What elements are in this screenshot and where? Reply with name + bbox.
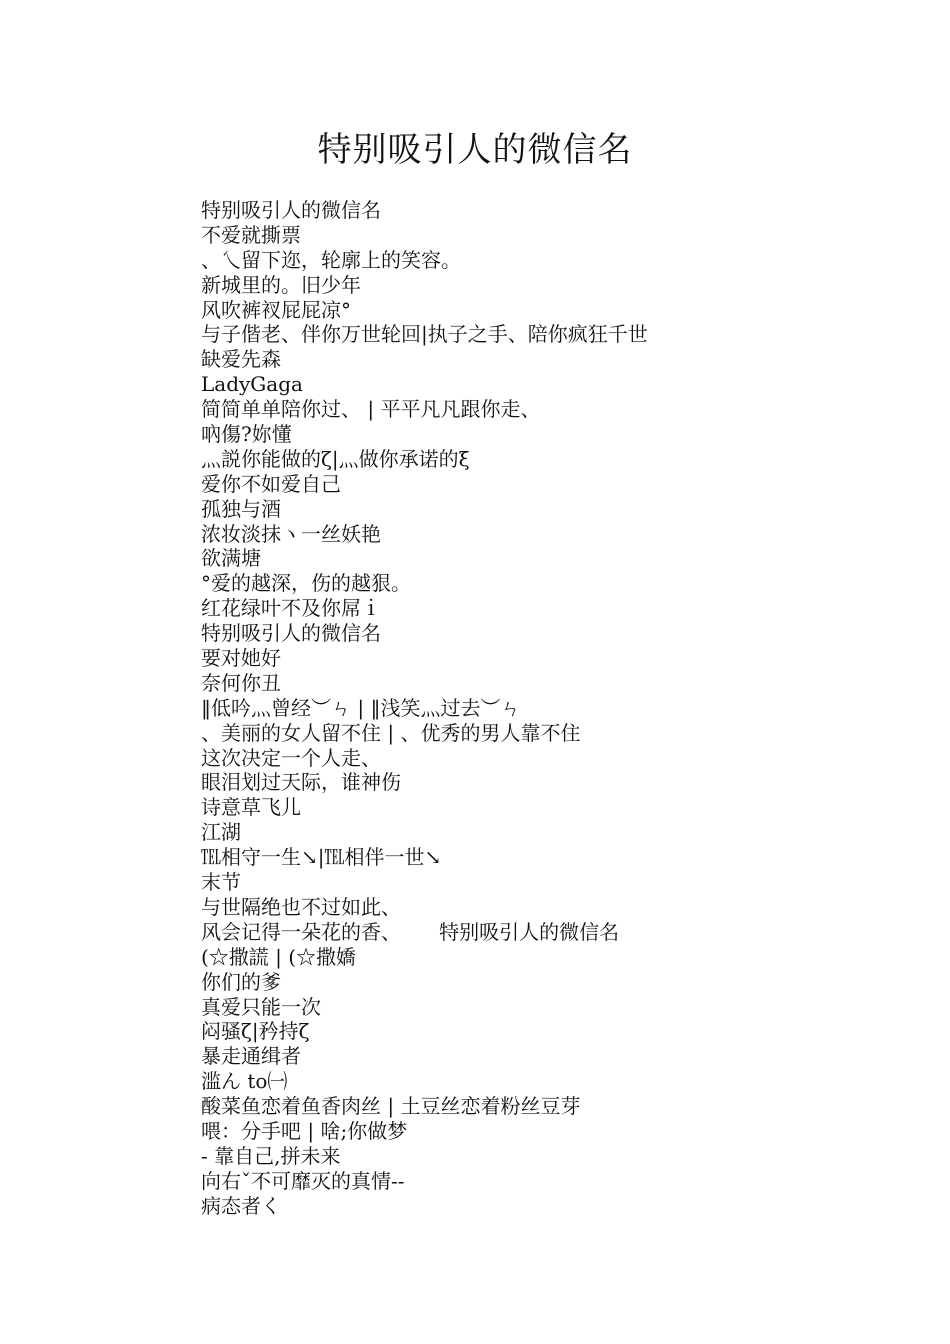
text-line: 不爱就撕票 (201, 222, 301, 247)
text-line: 风会记得一朵花的香、 特别吸引人的微信名 (201, 919, 620, 944)
text-line: 与世隔绝也不过如此、 (201, 894, 401, 919)
text-line: LadyGaga (201, 372, 303, 397)
text-line: - 靠自己,拼未来 (201, 1143, 341, 1168)
text-line: 闷骚ζ|矜持ζ (201, 1019, 310, 1044)
text-line: 特别吸引人的微信名 (201, 198, 381, 222)
text-line: 简简单单陪你过、 | 平平凡凡跟你走、 (201, 397, 541, 422)
text-line: 与子偕老、伴你万世轮回|执子之手、陪你疯狂千世 (201, 322, 648, 347)
text-line: 喂：分手吧 | 啥;你做梦 (201, 1118, 408, 1143)
text-line: 灬説你能做的ζ|灬做你承诺的ξ (201, 446, 470, 471)
text-line: 暴走通缉者 (201, 1044, 301, 1069)
body-text (201, 198, 901, 1219)
text-line: 奈何你丑 (201, 670, 281, 695)
text-line: 向右ˇ不可靡灭的真情-- (201, 1168, 405, 1193)
text-line: 风吹裤衩屁屁凉° (201, 297, 351, 322)
text-line: 、乀留下迩，轮廓上的笑容。 (201, 247, 461, 272)
text-line: 缺爱先森 (201, 347, 281, 372)
text-line: (☆撒謊 | (☆撒嬌 (201, 944, 357, 969)
text-line: 滥ん to㈠ (201, 1069, 288, 1094)
text-line: ℡相守一生↘|℡相伴一世↘ (201, 845, 442, 870)
text-line: 欲满塘 (201, 546, 261, 571)
text-line: 浓妆淡抹ヽ一丝妖艳 (201, 521, 381, 546)
text-line: °爱的越深，伤的越狠。 (201, 571, 411, 596)
page-title: 特别吸引人的微信名 (317, 130, 633, 170)
text-line: 吶傷?妳懂 (201, 422, 292, 447)
text-line: 新城里的。旧少年 (201, 272, 361, 297)
text-line: 你们的爹 (201, 969, 281, 994)
text-line: 爱你不如爱自己 (201, 471, 341, 496)
text-line: 江湖 (201, 820, 241, 845)
text-line: 孤独与酒 (201, 496, 281, 521)
text-line: ‖低吟灬曾经︶ㄣ | ‖浅笑灬过去︶ㄣ (201, 695, 521, 720)
text-line: 末节 (201, 870, 241, 895)
text-line: 真爱只能一次 (201, 994, 321, 1019)
text-line: 病态者く (201, 1193, 281, 1218)
text-line: 要对她好 (201, 646, 281, 671)
text-line: 诗意草飞儿 (201, 795, 301, 820)
text-line: 、美丽的女人留不住 | 、优秀的男人靠不住 (201, 720, 581, 745)
text-line: 红花绿叶不及你屌ｉ (201, 596, 381, 621)
text-line: 酸菜鱼恋着鱼香肉丝 | 土豆丝恋着粉丝豆芽 (201, 1094, 581, 1119)
text-line: 这次决定一个人走、 (201, 745, 381, 770)
text-line: 眼泪划过天际，谁神伤 (201, 770, 401, 795)
text-line: 特别吸引人的微信名 (201, 621, 381, 646)
